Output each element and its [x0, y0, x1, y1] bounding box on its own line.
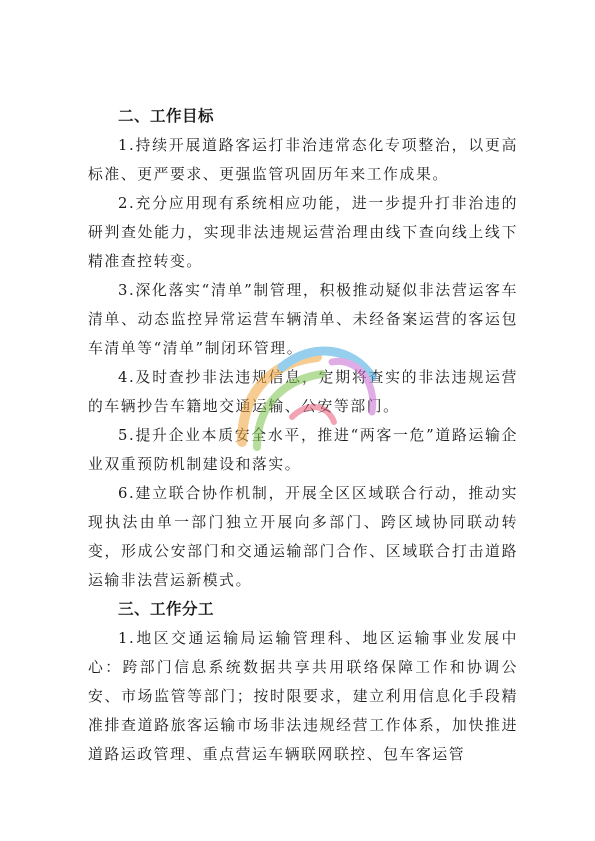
section-heading-goals: 二、工作目标: [118, 107, 215, 125]
goal-item-2: 2.充分应用现有系统相应功能，进一步提升打非治违的研判查处能力，实现非法违规运营治理由线下查向线上线下精准查控转变。: [88, 195, 518, 270]
goal-item-1: 1.持续开展道路客运打非治违常态化专项整治，以更高标准、更严要求、更强监管巩固历年来工作成果。: [88, 137, 518, 183]
division-item-1: 1.地区交通运输局运输管理科、地区运输事业发展中心：跨部门信息系统数据共享共用联络保障工作和协调公安、市场监管等部门；按时限要求，建立利用信息化手段精准排查道路旅客运输市场非法违规经营工作体系，加快推进道路运政管理、重点营运车辆联网联控、包车客运管: [88, 630, 518, 763]
section-heading-division: 三、工作分工: [118, 600, 215, 618]
goal-item-3: 3.深化落实“清单”制管理，积极推动疑似非法营运客车清单、动态监控异常运营车辆清单、未经备案运营的客运包车清单等“清单”制闭环管理。: [88, 282, 518, 357]
goal-item-5: 5.提升企业本质安全水平，推进“两客一危”道路运输企业双重预防机制建设和落实。: [88, 427, 518, 473]
goal-item-6: 6.建立联合协作机制，开展全区区域联合行动，推动实现执法由单一部门独立开展向多部门、跨区域协同联动转变，形成公安部门和交通运输部门合作、区域联合打击道路运输非法营运新模式。: [88, 485, 518, 589]
goal-item-4: 4.及时查抄非法违规信息，定期将查实的非法违规运营的车辆抄告车籍地交通运输、公安等部门。: [88, 369, 518, 415]
document-body: [88, 102, 518, 769]
